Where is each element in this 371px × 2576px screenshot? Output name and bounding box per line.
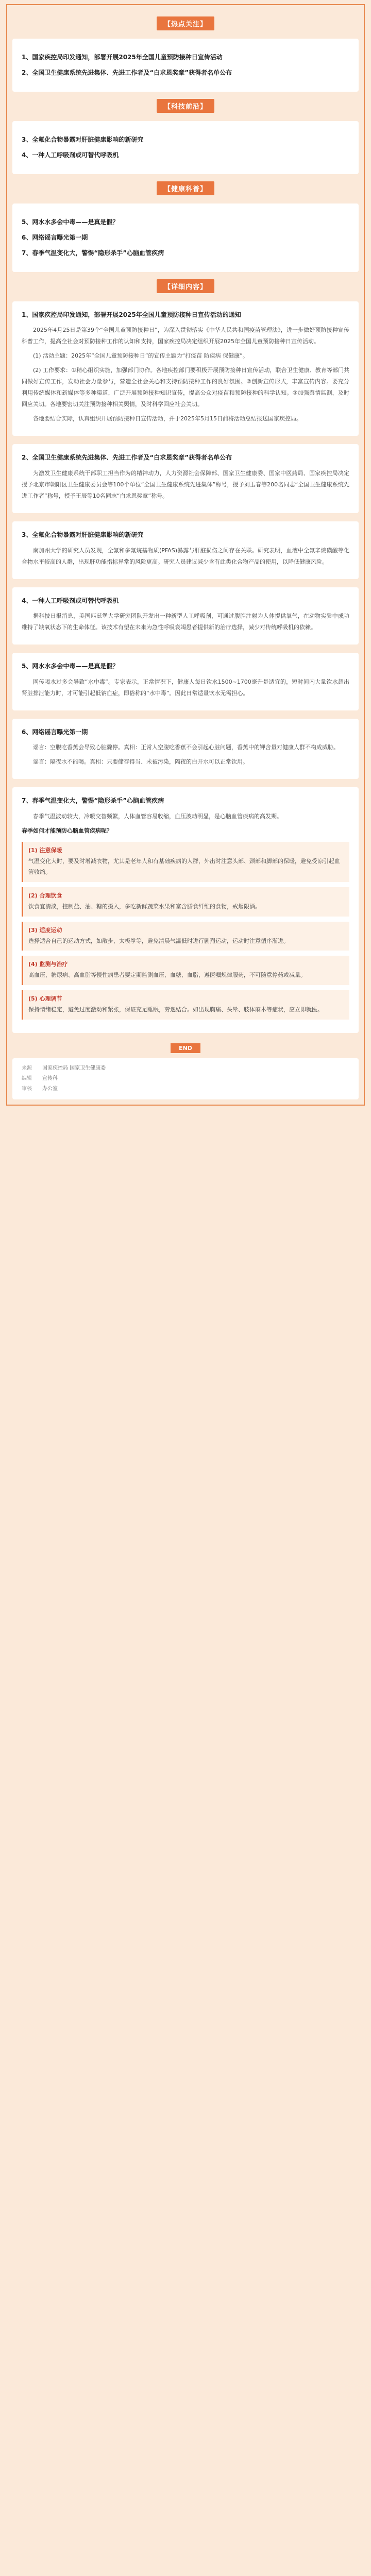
article-4 [12, 587, 359, 645]
article-title: 1、国家疾控局印发通知，部署开展2025年全国儿童预防接种日宣传活动的通知 [22, 311, 241, 318]
article-title: 4、一种人工呼吸剂或可替代呼吸机 [22, 597, 119, 604]
credit-value: 办公室 [42, 1086, 58, 1092]
tip-card [22, 887, 349, 917]
tip-card-head: (3) 适度运动 [28, 926, 62, 934]
section-tips [12, 204, 359, 272]
credit-row [22, 1063, 349, 1074]
article-title: 3、全氟化合物暴露对肝脏健康影响的新研究 [22, 531, 144, 538]
science-item[interactable]: 3、全氟化合物暴露对肝脏健康影响的新研究 [22, 135, 144, 143]
hot-item[interactable]: 1、国家疾控局印发通知，部署开展2025年全国儿童预防接种日宣传活动 [22, 54, 223, 61]
credit-key: 审核 [22, 1086, 32, 1092]
section-detail-header [12, 279, 359, 293]
article-paragraph: 南加州大学的研究人员发现，全氟和多氟烷基物质(PFAS)暴露与肝脏损伤之间存在关联。研究表明，血液中全氟辛烷磺酸等化合物水平较高的人群，出现肝功能指标异常的风险更高。研究人员建议减少含有此类化合物产品的使用，以降低健康风险。 [22, 547, 349, 565]
article-paragraph: 谣言：隔夜水不能喝。真相：只要储存得当、未被污染，隔夜的白开水可以正常饮用。 [33, 758, 248, 766]
tip-card-body: 保持情绪稳定，避免过度激动和紧张，保证充足睡眠，劳逸结合。如出现胸痛、头晕、肢体麻木等症状，应立即就医。 [28, 1006, 323, 1013]
article-title: 5、网水水多会中毒——是真是假？ [22, 663, 119, 670]
article-2 [12, 444, 359, 513]
article-6 [12, 719, 359, 779]
section-detail-label: 【详细内容】 [157, 279, 214, 293]
tip-card [22, 956, 349, 985]
section-science-label: 【科技前沿】 [157, 99, 214, 113]
tips-item[interactable]: 5、网水水多会中毒——是真是假？ [22, 218, 119, 226]
tip-card-head: (2) 合理饮食 [28, 892, 62, 899]
article-5 [12, 653, 359, 710]
article-paragraph: 谣言：空腹吃香蕉会导致心脏骤停。真相：正常人空腹吃香蕉不会引起心脏问题，香蕉中的钾含量对健康人群不构成威胁。 [33, 744, 339, 751]
article-paragraph: 网传喝水过多会导致“水中毒”。专家表示，正常情况下，健康人每日饮水1500~1700毫升是适宜的，短时间内大量饮水超出肾脏排泄能力时，才可能引起低钠血症，即俗称的“水中毒”。因此日常适量饮水无需担心。 [22, 678, 349, 697]
tip-card-head: (1) 注意保暖 [28, 846, 62, 854]
tip-card [22, 990, 349, 1020]
tip-card-body: 选择适合自己的运动方式，如散步、太极拳等，避免清晨气温低时进行剧烈运动，运动时注意循序渐进。 [28, 937, 289, 944]
article-paragraph: 2025年4月25日是第39个“全国儿童预防接种日”，为深入贯彻落实《中华人民共和国疫苗管理法》，进一步做好预防接种宣传科普工作，提高全社会对预防接种工作的认知和支持，国家疾控局决定组织开展2025年全国儿童预防接种日宣传活动。 [22, 327, 349, 345]
article-7 [12, 787, 359, 1033]
tip-card-body: 气温变化大时，要及时增减衣物，尤其是老年人和有基础疾病的人群，外出时注意头部、颈部和脚部的保暖，避免受凉引起血管收缩。 [28, 857, 340, 875]
article-paragraph: 据科技日报消息，美国匹兹堡大学研究团队开发出一种新型人工呼吸剂，可通过腹腔注射为人体提供氧气，在动物实验中成功维持了缺氧状态下的生命体征。该技术有望在未来为急性呼吸衰竭患者提供新的治疗选择，减少对传统呼吸机的依赖。 [22, 613, 349, 631]
article-question: 春季如何才能预防心脑血管疾病呢？ [22, 827, 112, 834]
tip-card [22, 842, 349, 882]
tip-card-body: 高血压、糖尿病、高血脂等慢性病患者要定期监测血压、血糖、血脂，遵医嘱规律服药，不可随意停药或减量。 [28, 972, 306, 979]
science-item[interactable]: 4、一种人工呼吸剂或可替代呼吸机 [22, 151, 119, 159]
section-hot-label: 【热点关注】 [157, 16, 214, 30]
tips-card-list [22, 842, 349, 1020]
tip-card-body: 饮食宜清淡，控制盐、油、糖的摄入，多吃新鲜蔬菜水果和富含膳食纤维的食物，戒烟限酒。 [28, 903, 261, 910]
section-tips-header [12, 181, 359, 195]
article-3 [12, 521, 359, 579]
article-paragraph: 各地要结合实际，认真组织开展预防接种日宣传活动，并于2025年5月15日前将活动总结报送国家疾控局。 [33, 415, 302, 422]
article-paragraph: (1) 活动主题：2025年“全国儿童预防接种日”的宣传主题为“打疫苗 防疾病 保健康”。 [33, 352, 248, 360]
section-science [12, 121, 359, 174]
newsletter-frame [6, 4, 365, 1106]
tip-card-head: (5) 心理调节 [28, 995, 62, 1003]
credit-row [22, 1084, 349, 1094]
section-hot [12, 39, 359, 92]
article-title: 6、网络谣言曝光第一期 [22, 728, 88, 736]
article-1 [12, 301, 359, 436]
tips-item[interactable]: 7、春季气温变化大，警惕“隐形杀手”心脑血管疾病 [22, 249, 164, 257]
end-label: END [171, 1043, 200, 1053]
credit-row [22, 1074, 349, 1084]
section-science-header [12, 99, 359, 113]
credit-value: 宣传科 [42, 1076, 58, 1082]
credit-value: 国家疾控局 国家卫生健康委 [42, 1065, 106, 1072]
article-paragraph: 春季气温波动较大，冷暖交替频繁，人体血管容易收缩，血压波动明显，是心脑血管疾病的高发期。 [33, 812, 282, 820]
end-marker [12, 1042, 359, 1053]
tips-item[interactable]: 6、网络谣言曝光第一期 [22, 233, 88, 241]
article-paragraph: 为激发卫生健康系统干部职工担当作为的精神动力，人力资源社会保障部、国家卫生健康委、国家中医药局、国家疾控局决定授予北京市朝阳区卫生健康委员会等100个单位“全国卫生健康系统先进集体”称号，授予刘玉春等200名同志“全国卫生健康系统先进工作者”称号，授予王辰等10名同志“白求恩奖章”称号。 [22, 469, 349, 499]
credits [12, 1058, 359, 1099]
credit-key: 编辑 [22, 1076, 32, 1082]
page [0, 0, 371, 1116]
section-hot-header [12, 16, 359, 30]
article-title: 2、全国卫生健康系统先进集体、先进工作者及“白求恩奖章”获得者名单公布 [22, 454, 232, 462]
tip-card [22, 922, 349, 951]
article-title: 7、春季气温变化大，警惕“隐形杀手”心脑血管疾病 [22, 797, 164, 805]
hot-item[interactable]: 2、全国卫生健康系统先进集体、先进工作者及“白求恩奖章”获得者名单公布 [22, 69, 232, 77]
section-tips-label: 【健康科普】 [157, 181, 214, 195]
tip-card-head: (4) 监测与治疗 [28, 961, 68, 968]
article-paragraph: (2) 工作要求：①精心组织实施，加强部门协作。各地疾控部门要积极开展预防接种日宣传活动，联合卫生健康、教育等部门共同做好宣传工作，发动社会力量参与，营造全社会关心和支持预防接种工作的良好氛围。②创新宣传形式，丰富宣传内容。要充分利用传统媒体和新媒体等多种渠道，广泛开展预防接种知识宣传，提高公众对疫苗和预防接种的科学认知。③加强舆情监测，及时回应关切。各地要密切关注预防接种相关舆情，及时科学回应社会关切。 [22, 367, 349, 408]
credit-key: 来源 [22, 1065, 32, 1072]
